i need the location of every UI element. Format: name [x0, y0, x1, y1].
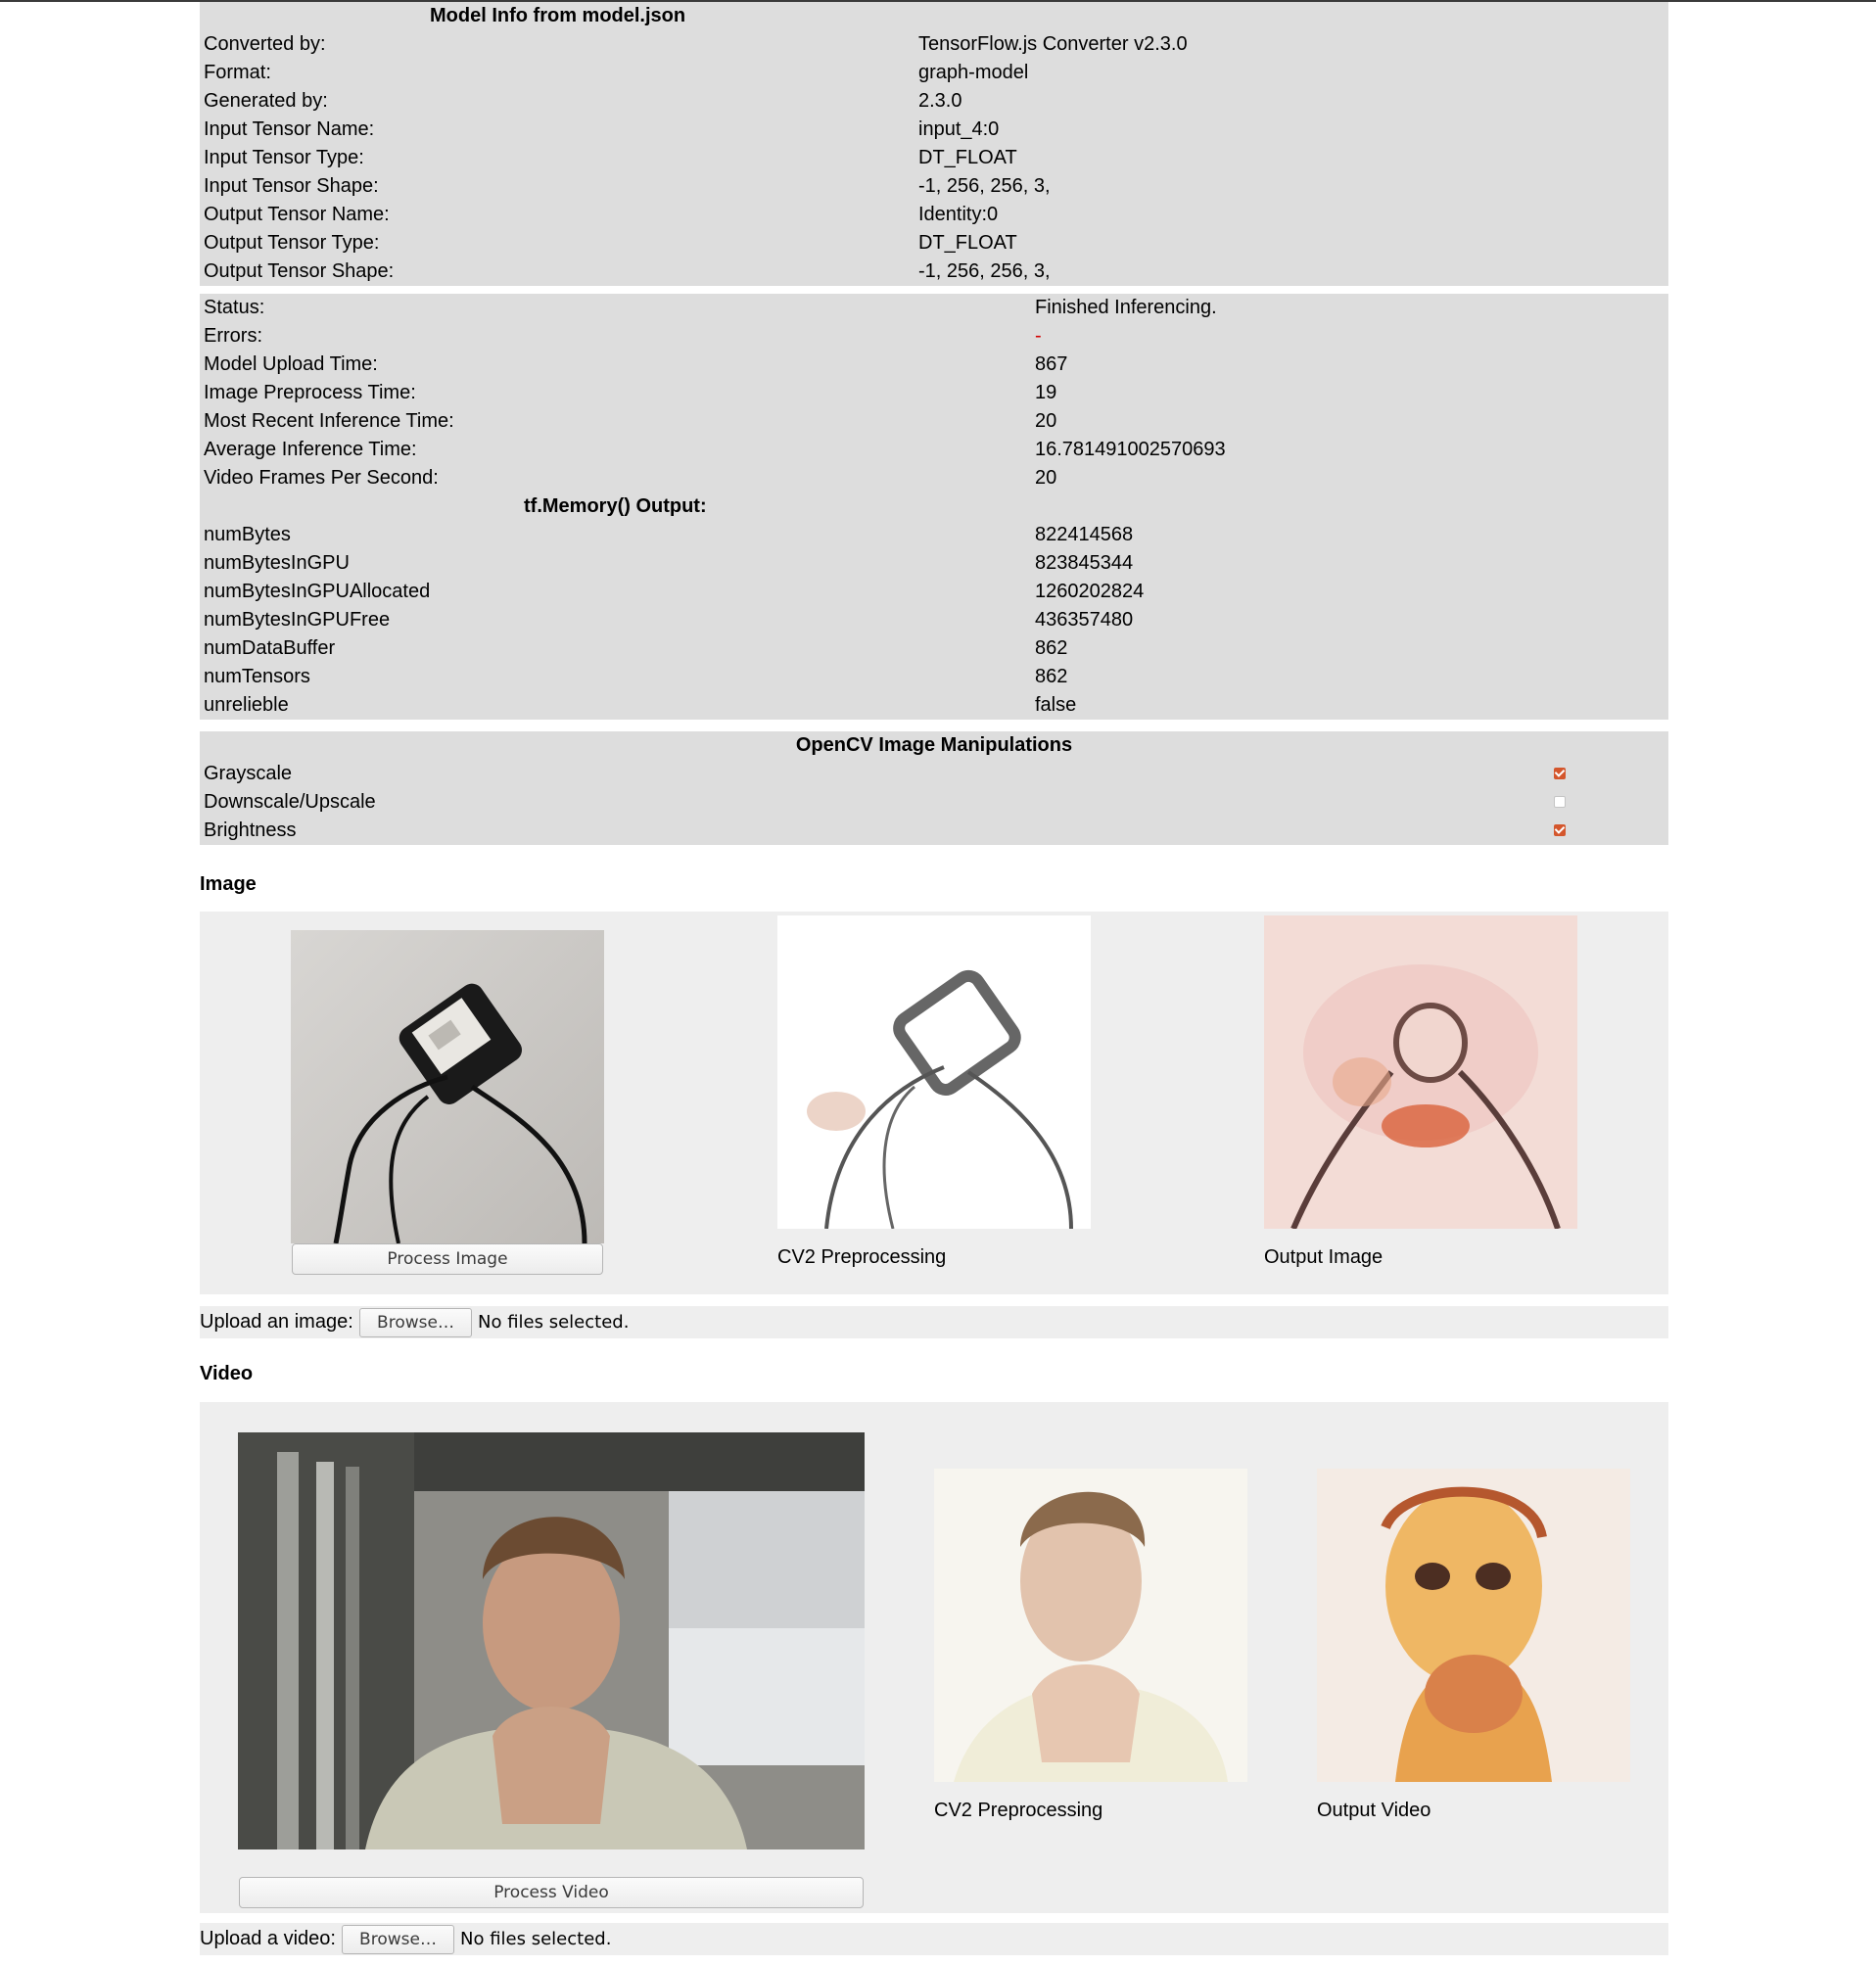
table-row: [200, 116, 1668, 144]
table-row: [200, 578, 1668, 606]
opencv-option-cell: [1550, 760, 1668, 788]
video-output-frame: [1317, 1469, 1630, 1782]
status-table: [200, 294, 1668, 720]
opencv-option-label: Grayscale: [204, 763, 293, 784]
webcam-video[interactable]: [238, 1432, 865, 1849]
row-value: DT_FLOAT: [918, 147, 1017, 168]
video-browse-button[interactable]: Browse…: [342, 1925, 454, 1954]
row-label: Output Tensor Type:: [204, 232, 380, 254]
input-image: [291, 930, 604, 1243]
table-row: [200, 691, 1668, 720]
image-upload-label: Upload an image:: [200, 1311, 353, 1333]
memory-rows: [200, 521, 1668, 720]
table-row: [200, 294, 1668, 322]
video-preprocessed: [934, 1469, 1247, 1782]
row-value: 2.3.0: [918, 90, 962, 112]
table-row: [200, 30, 1668, 59]
table-row: [200, 87, 1668, 116]
opencv-checkbox[interactable]: [1554, 796, 1566, 808]
row-label: Input Tensor Type:: [204, 147, 364, 168]
memory-title: tf.Memory() Output:: [524, 495, 707, 517]
preprocessed-image: [777, 915, 1091, 1229]
table-row: [200, 436, 1668, 464]
row-label: numBytesInGPUFree: [204, 609, 391, 631]
video-no-file-text: No files selected.: [460, 1929, 612, 1949]
row-value: 862: [1035, 637, 1068, 659]
opencv-option-label: Downscale/Upscale: [204, 791, 376, 813]
row-value: 862: [1035, 666, 1068, 687]
opencv-option-cell: [1550, 817, 1668, 845]
status-rows: [200, 294, 1668, 492]
table-row: [200, 144, 1668, 172]
row-label: numTensors: [204, 666, 310, 687]
table-row: [200, 172, 1668, 201]
table-row: [200, 229, 1668, 257]
row-label: numBytesInGPU: [204, 552, 350, 574]
row-value: false: [1035, 694, 1077, 716]
table-row: [200, 606, 1668, 634]
row-label: Generated by:: [204, 90, 328, 112]
row-value: 822414568: [1035, 524, 1134, 545]
row-value: Finished Inferencing.: [1035, 297, 1217, 318]
opencv-checkbox[interactable]: [1554, 824, 1566, 836]
video-upload-row: [200, 1923, 1668, 1955]
row-value: -: [1035, 325, 1042, 347]
table-row: [200, 464, 1668, 492]
opencv-option-cell: [1550, 788, 1668, 817]
image-no-file-text: No files selected.: [478, 1312, 630, 1333]
row-label: Format:: [204, 62, 271, 83]
table-row: [200, 59, 1668, 87]
row-label: Average Inference Time:: [204, 439, 417, 460]
row-label: Most Recent Inference Time:: [204, 410, 454, 432]
styled-output-photo: [1264, 915, 1577, 1229]
row-label: unrelieble: [204, 694, 289, 716]
video-output: [1317, 1469, 1630, 1782]
output-video-caption: Output Video: [1317, 1800, 1431, 1821]
opencv-title: OpenCV Image Manipulations: [795, 734, 1073, 756]
image-browse-button[interactable]: Browse…: [359, 1308, 472, 1337]
image-section-title: Image: [200, 873, 257, 895]
row-value: 20: [1035, 467, 1057, 489]
table-row: [200, 379, 1668, 407]
image-preprocess-caption: CV2 Preprocessing: [777, 1246, 947, 1268]
model-info-title: Model Info from model.json: [430, 5, 686, 26]
table-row: [200, 521, 1668, 549]
table-row: [200, 634, 1668, 663]
row-label: numBytesInGPUAllocated: [204, 581, 431, 602]
video-upload-label: Upload a video:: [200, 1928, 336, 1949]
row-value: TensorFlow.js Converter v2.3.0: [918, 33, 1188, 55]
row-label: Input Tensor Shape:: [204, 175, 379, 197]
output-image: [1264, 915, 1577, 1229]
opencv-checkbox[interactable]: [1554, 768, 1566, 779]
table-row: [200, 663, 1668, 691]
row-label: Output Tensor Name:: [204, 204, 390, 225]
table-row: [200, 257, 1668, 286]
row-label: Output Tensor Shape:: [204, 260, 395, 282]
image-panel: [200, 912, 1668, 1294]
row-label: numBytes: [204, 524, 291, 545]
table-row: [200, 549, 1668, 578]
row-value: -1, 256, 256, 3,: [918, 175, 1051, 197]
row-value: input_4:0: [918, 118, 1000, 140]
video-panel: [200, 1402, 1668, 1913]
opencv-rows: [200, 760, 1668, 845]
row-label: Model Upload Time:: [204, 353, 378, 375]
preprocessed-photo: [777, 915, 1091, 1229]
output-image-caption: Output Image: [1264, 1246, 1384, 1268]
row-value: 823845344: [1035, 552, 1134, 574]
webcam-frame: [238, 1432, 865, 1849]
row-value: 1260202824: [1035, 581, 1145, 602]
row-label: numDataBuffer: [204, 637, 336, 659]
row-value: 867: [1035, 353, 1068, 375]
row-label: Video Frames Per Second:: [204, 467, 439, 489]
video-preprocess-caption: CV2 Preprocessing: [934, 1800, 1103, 1821]
row-label: Status:: [204, 297, 265, 318]
opencv-option-row: [200, 788, 1668, 817]
row-value: 20: [1035, 410, 1057, 432]
image-upload-row: [200, 1306, 1668, 1338]
video-section-title: Video: [200, 1363, 254, 1384]
row-label: Input Tensor Name:: [204, 118, 375, 140]
row-label: Errors:: [204, 325, 262, 347]
table-row: [200, 322, 1668, 351]
table-row: [200, 407, 1668, 436]
row-value: 16.781491002570693: [1035, 439, 1226, 460]
row-value: Identity:0: [918, 204, 999, 225]
video-preprocessed-frame: [934, 1469, 1247, 1782]
row-label: Converted by:: [204, 33, 326, 55]
row-label: Image Preprocess Time:: [204, 382, 416, 403]
opencv-table: [200, 731, 1668, 845]
opencv-option-row: [200, 760, 1668, 788]
opencv-option-label: Brightness: [204, 819, 297, 841]
row-value: graph-model: [918, 62, 1029, 83]
model-info-table: [200, 2, 1668, 286]
process-video-button[interactable]: Process Video: [239, 1877, 864, 1908]
process-image-button[interactable]: Process Image: [292, 1243, 603, 1275]
row-value: 436357480: [1035, 609, 1134, 631]
row-value: -1, 256, 256, 3,: [918, 260, 1051, 282]
table-row: [200, 351, 1668, 379]
opencv-option-row: [200, 817, 1668, 845]
table-row: [200, 201, 1668, 229]
row-value: 19: [1035, 382, 1057, 403]
row-value: DT_FLOAT: [918, 232, 1017, 254]
plug-photo: [291, 930, 604, 1243]
